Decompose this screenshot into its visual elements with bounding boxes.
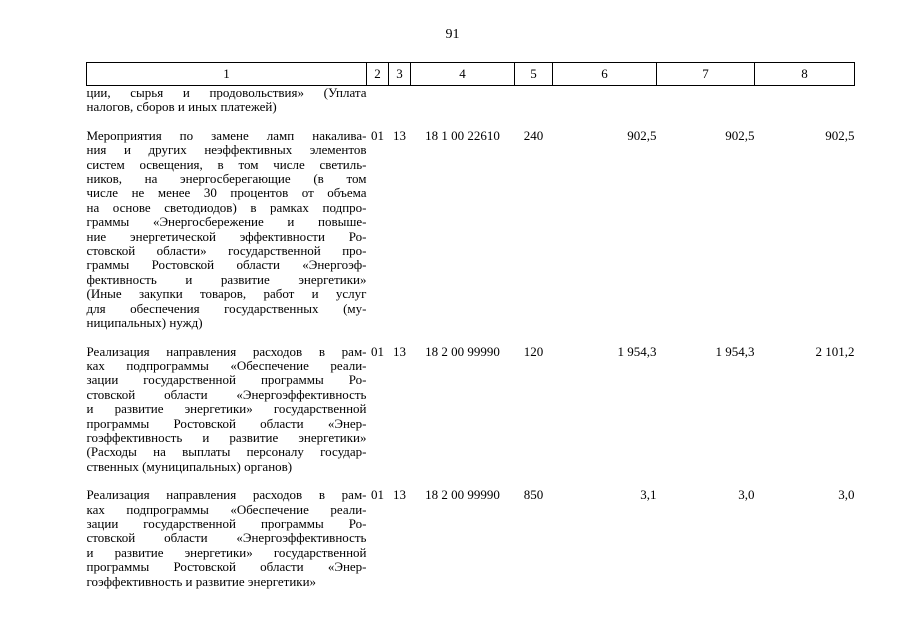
spacer-cell (87, 474, 855, 488)
section-code (367, 86, 389, 115)
column-header: 1 (87, 63, 367, 86)
row-spacer (87, 331, 855, 345)
description-line: (Расходы на выплаты персоналу государ- (86, 444, 367, 460)
description-line: числе не менее 30 процентов от объема (86, 185, 367, 201)
amount-year-3: 902,5 (825, 127, 855, 143)
row-description (87, 129, 367, 331)
description-line: ние энергетической эффективности Ро- (86, 228, 367, 244)
description-line: стовской области» государственной про- (86, 243, 367, 259)
column-header: 3 (389, 63, 411, 86)
expense-type-code: 120 (523, 343, 544, 359)
amount-year-1: 3,1 (640, 487, 657, 503)
description-line: программы Ростовской области «Энер- (86, 415, 367, 431)
target-article-code: 18 2 00 99990 (425, 487, 500, 503)
amount-year-3 (755, 86, 855, 115)
spacer-cell (87, 115, 855, 129)
section-code: 01 (371, 127, 384, 143)
description-line: граммы «Энергосбережение и повыше- (86, 214, 367, 230)
row-spacer (87, 115, 855, 129)
table-row (87, 488, 855, 589)
description-line: ственных (муниципальных) органов) (86, 458, 293, 474)
row-description (87, 345, 367, 475)
description-line: граммы Ростовской области «Энергоэф- (86, 257, 367, 273)
amount-year-2: 902,5 (725, 127, 755, 143)
description-line: для обеспечения государственных (му- (86, 300, 367, 316)
description-line: ния и других неэффективных элементов (86, 142, 367, 158)
amount-year-3: 2 101,2 (815, 343, 855, 359)
target-article-code: 18 2 00 99990 (425, 343, 500, 359)
amount-year-1: 1 954,3 (617, 343, 657, 359)
description-line: ниципальных) нужд) (86, 315, 203, 331)
column-header: 4 (411, 63, 515, 86)
column-header: 2 (367, 63, 389, 86)
description-line: на основе светодиодов) в рамках подпро- (86, 199, 367, 215)
description-line: ках подпрограммы «Обеспечение реали- (86, 501, 367, 517)
amount-year-2 (657, 86, 755, 115)
spacer-cell (87, 331, 855, 345)
amount-year-2: 3,0 (738, 487, 755, 503)
description-line: налогов, сборов и иных платежей) (86, 99, 277, 115)
target-article-code (411, 86, 515, 115)
amount-year-2: 1 954,3 (715, 343, 755, 359)
column-header: 6 (553, 63, 657, 86)
description-line: фективность и развитие энергетики» (86, 271, 367, 287)
table-body (87, 86, 855, 590)
description-line: ках подпрограммы «Обеспечение реали- (86, 357, 367, 373)
description-line: ции, сырья и продовольствия» (Уплата (86, 85, 367, 100)
table-row (87, 129, 855, 331)
description-line: гоэффективность и развитие энергетики» (86, 573, 317, 589)
description-line: программы Ростовской области «Энер- (86, 559, 367, 575)
description-line: и развитие энергетики» государственной (86, 401, 367, 417)
subsection-code: 13 (393, 487, 406, 503)
amount-year-1: 902,5 (627, 127, 657, 143)
section-code: 01 (371, 343, 384, 359)
subsection-code: 13 (393, 343, 406, 359)
subsection-code: 13 (393, 127, 406, 143)
description-line: зации государственной программы Ро- (86, 515, 367, 531)
table-row (87, 86, 855, 115)
description-line: Реализация направления расходов в рам- (86, 343, 367, 359)
table-row (87, 345, 855, 475)
section-code: 01 (371, 487, 384, 503)
description-line: (Иные закупки товаров, работ и услуг (86, 286, 367, 302)
column-header: 7 (657, 63, 755, 86)
row-description (87, 86, 367, 115)
description-line: систем освещения, в том числе светиль- (86, 156, 367, 172)
description-line: ников, на энергосберегающие (в том (86, 171, 367, 187)
row-description (87, 488, 367, 589)
page-number: 91 (445, 27, 460, 42)
subsection-code (389, 86, 411, 115)
description-line: гоэффективность и развитие энергетики» (86, 429, 367, 445)
expense-type-code: 850 (523, 487, 544, 503)
description-line: стовской области «Энергоэффективность (86, 386, 367, 402)
column-header: 5 (515, 63, 553, 86)
description-line: Реализация направления расходов в рам- (86, 487, 367, 503)
target-article-code: 18 1 00 22610 (425, 127, 500, 143)
expense-type-code (515, 86, 553, 115)
column-header: 8 (755, 63, 855, 86)
description-line: Мероприятия по замене ламп накалива- (86, 127, 367, 143)
row-spacer (87, 474, 855, 488)
expense-type-code: 240 (523, 127, 544, 143)
budget-table (86, 62, 855, 589)
amount-year-3: 3,0 (838, 487, 855, 503)
header-row (87, 63, 855, 86)
amount-year-1 (553, 86, 657, 115)
description-line: стовской области «Энергоэффективность (86, 530, 367, 546)
description-line: и развитие энергетики» государственной (86, 544, 367, 560)
description-line: зации государственной программы Ро- (86, 372, 367, 388)
